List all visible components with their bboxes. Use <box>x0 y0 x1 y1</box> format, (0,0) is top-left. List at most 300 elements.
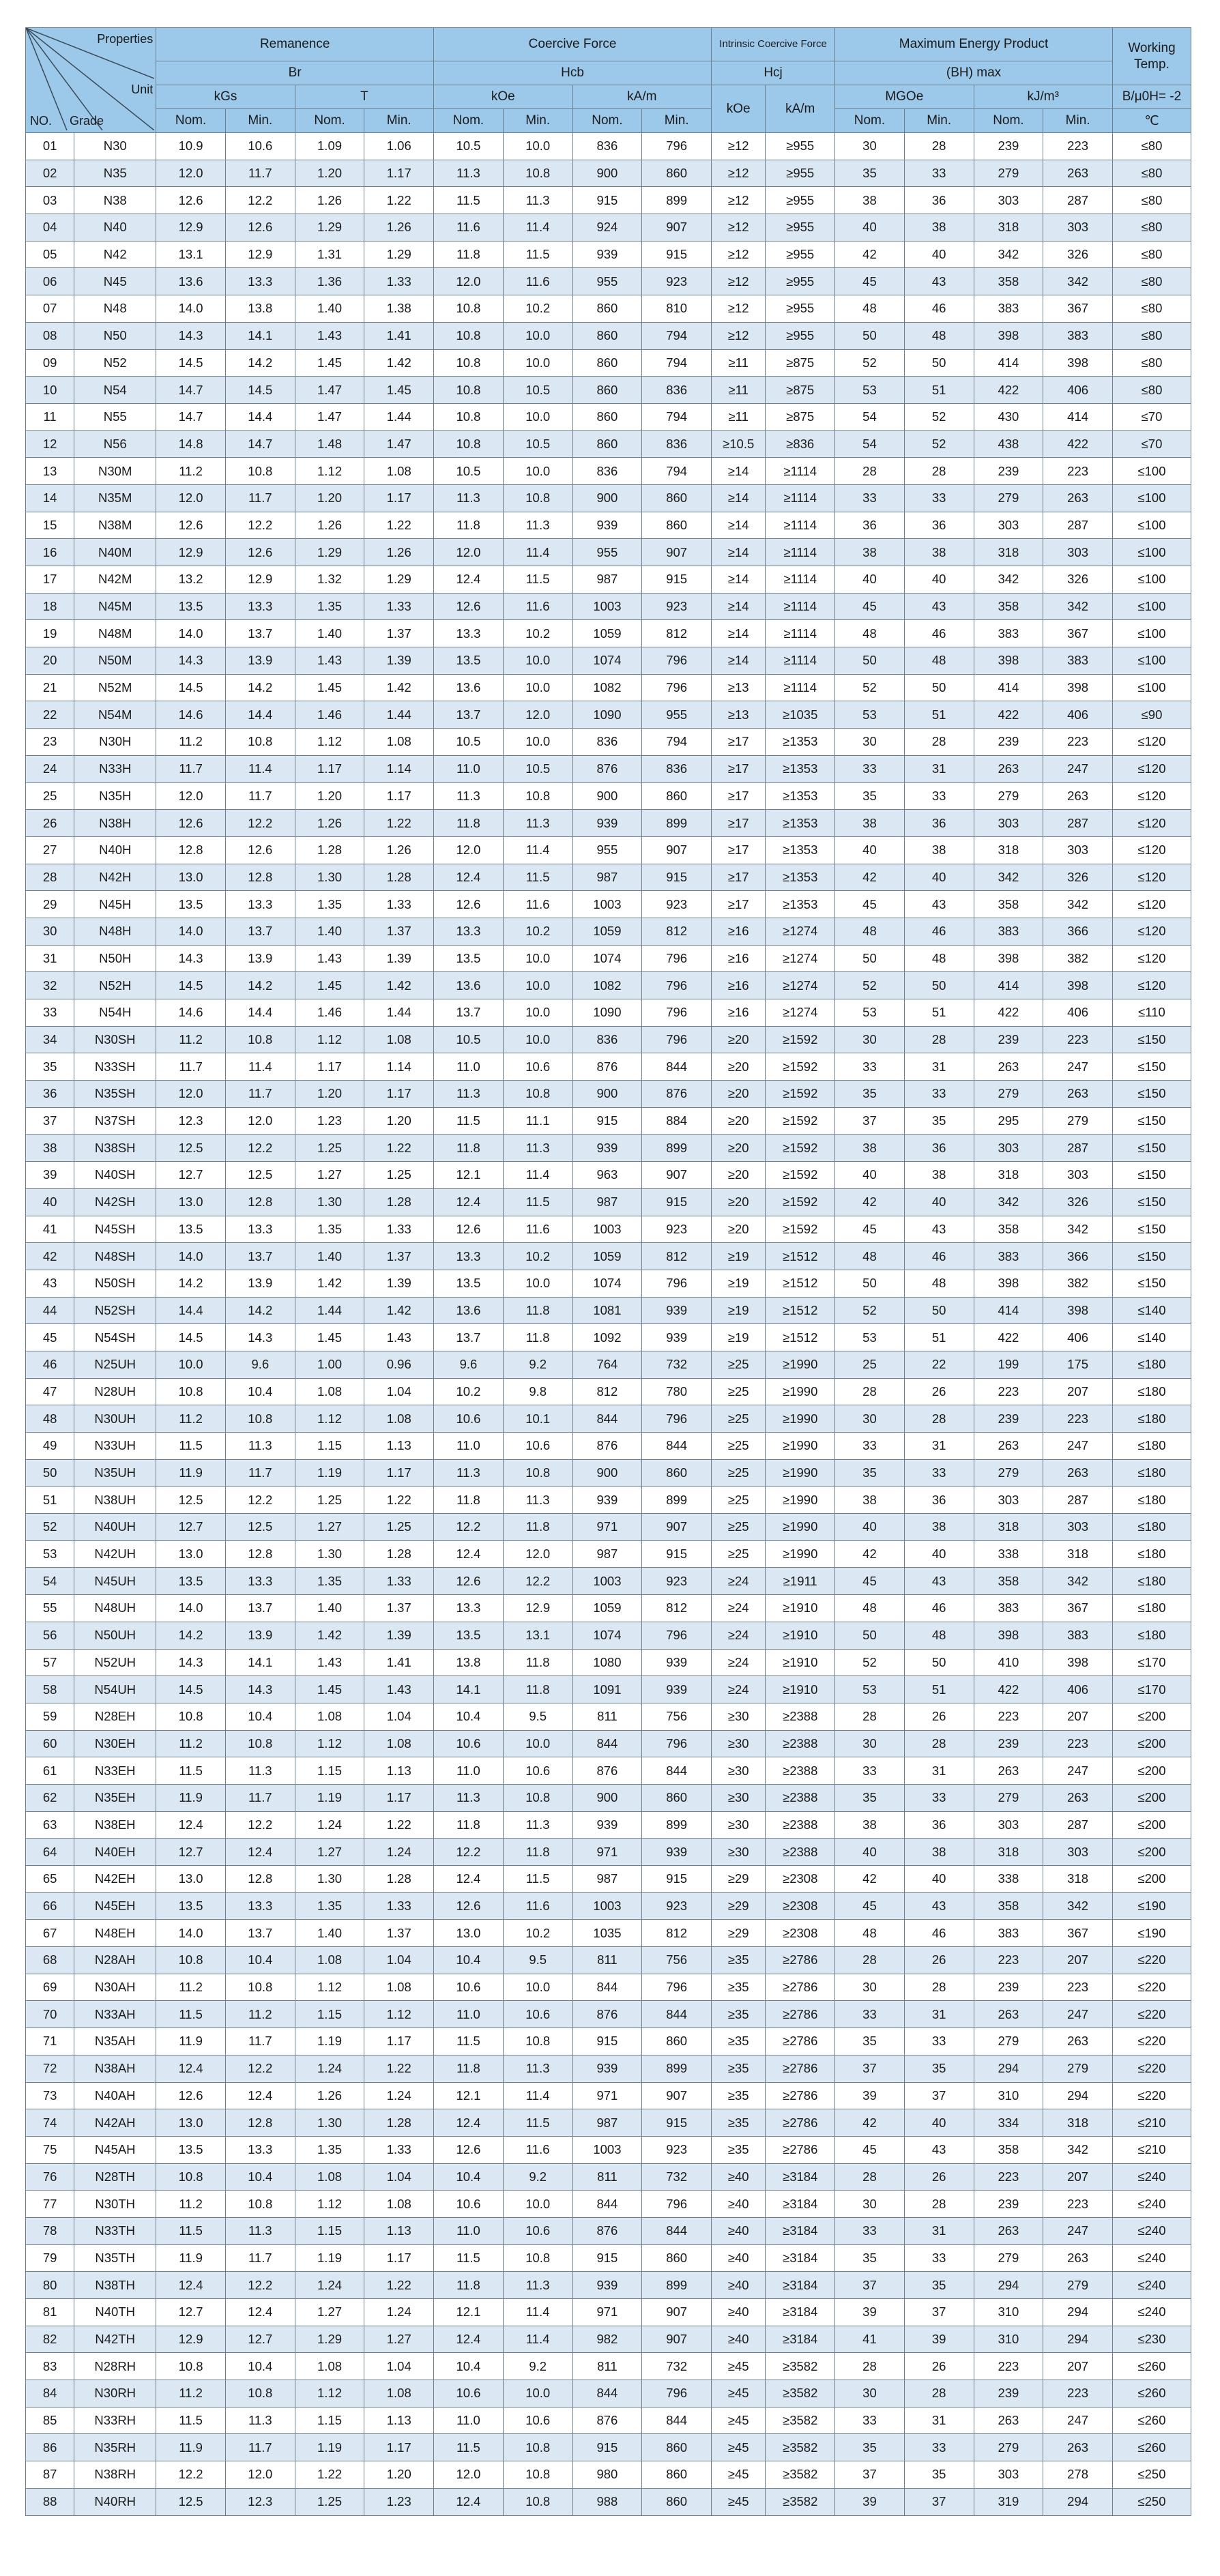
cell-bh-kjm3-min: 398 <box>1043 1649 1113 1676</box>
cell-hcj-kam: ≥1114 <box>766 620 835 647</box>
cell-bh-mgoe-nom: 28 <box>835 2353 905 2380</box>
cell-hcj-koe: ≥35 <box>712 1947 766 1974</box>
cell-hcb-koe-nom: 11.8 <box>434 512 504 539</box>
cell-hcb-kam-nom: 1003 <box>572 891 642 918</box>
cell-hcb-kam-nom: 811 <box>572 2163 642 2191</box>
cell-br-t-min: 1.26 <box>364 214 434 241</box>
coercive-force-header: Coercive Force <box>434 28 712 61</box>
cell-hcj-koe: ≥17 <box>712 729 766 756</box>
cell-hcb-kam-nom: 1074 <box>572 647 642 675</box>
cell-br-kgs-min: 11.7 <box>225 782 295 810</box>
cell-br-kgs-min: 12.4 <box>225 2082 295 2109</box>
cell-bh-mgoe-min: 51 <box>904 1676 974 1703</box>
cell-hcb-koe-min: 11.5 <box>503 864 572 891</box>
cell-grade: N50 <box>74 322 156 349</box>
cell-hcj-koe: ≥14 <box>712 539 766 566</box>
cell-br-kgs-nom: 14.3 <box>156 647 226 675</box>
cell-no: 08 <box>26 322 74 349</box>
cell-working-temp: ≤100 <box>1112 484 1191 512</box>
cell-working-temp: ≤200 <box>1112 1703 1191 1730</box>
cell-bh-kjm3-nom: 383 <box>974 918 1043 945</box>
cell-bh-kjm3-nom: 318 <box>974 539 1043 566</box>
cell-hcb-koe-nom: 12.4 <box>434 1188 504 1216</box>
cell-bh-kjm3-nom: 358 <box>974 1568 1043 1595</box>
cell-br-kgs-nom: 14.2 <box>156 1270 226 1297</box>
cell-grade: N40TH <box>74 2299 156 2326</box>
cell-br-t-min: 1.04 <box>364 2353 434 2380</box>
cell-no: 82 <box>26 2326 74 2353</box>
cell-br-t-min: 1.12 <box>364 2001 434 2028</box>
cell-bh-mgoe-min: 43 <box>904 1892 974 1920</box>
cell-bh-mgoe-nom: 53 <box>835 377 905 404</box>
cell-working-temp: ≤80 <box>1112 133 1191 160</box>
cell-hcb-kam-min: 915 <box>642 1866 712 1893</box>
cell-hcb-kam-nom: 939 <box>572 810 642 837</box>
cell-bh-mgoe-min: 26 <box>904 1378 974 1405</box>
cell-br-kgs-nom: 11.9 <box>156 2028 226 2055</box>
cell-hcb-koe-min: 12.2 <box>503 1568 572 1595</box>
cell-br-t-nom: 1.19 <box>295 2028 364 2055</box>
cell-hcj-kam: ≥2786 <box>766 2082 835 2109</box>
cell-grade: N30SH <box>74 1026 156 1053</box>
cell-hcb-koe-min: 10.5 <box>503 755 572 782</box>
cell-hcj-kam: ≥1274 <box>766 972 835 999</box>
cell-no: 44 <box>26 1297 74 1324</box>
cell-hcj-kam: ≥2388 <box>766 1757 835 1785</box>
cell-br-kgs-min: 12.3 <box>225 2488 295 2515</box>
cell-bh-mgoe-nom: 35 <box>835 1081 905 1108</box>
cell-hcb-koe-nom: 10.8 <box>434 377 504 404</box>
cell-no: 36 <box>26 1081 74 1108</box>
cell-hcb-kam-min: 796 <box>642 1730 712 1757</box>
table-row <box>26 1974 1191 2001</box>
cell-hcb-kam-min: 732 <box>642 1351 712 1378</box>
cell-working-temp: ≤120 <box>1112 918 1191 945</box>
cell-working-temp: ≤120 <box>1112 782 1191 810</box>
cell-br-kgs-nom: 13.2 <box>156 566 226 594</box>
cell-no: 17 <box>26 566 74 594</box>
cell-hcj-koe: ≥25 <box>712 1351 766 1378</box>
table-row <box>26 701 1191 729</box>
cell-br-kgs-nom: 12.4 <box>156 2055 226 2082</box>
cell-br-kgs-min: 14.2 <box>225 674 295 701</box>
cell-hcb-koe-nom: 11.8 <box>434 810 504 837</box>
cell-hcj-koe: ≥14 <box>712 647 766 675</box>
cell-bh-mgoe-nom: 52 <box>835 972 905 999</box>
cell-hcj-kam: ≥1910 <box>766 1595 835 1622</box>
cell-no: 57 <box>26 1649 74 1676</box>
cell-bh-kjm3-min: 383 <box>1043 322 1113 349</box>
cell-br-kgs-min: 10.8 <box>225 2191 295 2218</box>
cell-bh-kjm3-nom: 303 <box>974 1811 1043 1839</box>
cell-bh-mgoe-nom: 30 <box>835 1405 905 1433</box>
cell-bh-kjm3-nom: 398 <box>974 1622 1043 1649</box>
cell-br-t-nom: 1.00 <box>295 1351 364 1378</box>
cell-hcb-kam-nom: 836 <box>572 458 642 485</box>
cell-working-temp: ≤240 <box>1112 2163 1191 2191</box>
cell-hcb-koe-nom: 13.3 <box>434 1595 504 1622</box>
cell-working-temp: ≤180 <box>1112 1459 1191 1487</box>
cell-bh-kjm3-nom: 263 <box>974 2217 1043 2244</box>
cell-br-t-nom: 1.15 <box>295 2001 364 2028</box>
cell-hcj-kam: ≥1512 <box>766 1270 835 1297</box>
cell-br-t-min: 1.22 <box>364 1487 434 1514</box>
cell-grade: N30M <box>74 458 156 485</box>
cell-hcb-kam-nom: 1081 <box>572 1297 642 1324</box>
cell-hcb-koe-nom: 10.8 <box>434 403 504 430</box>
cell-br-kgs-min: 12.8 <box>225 2109 295 2137</box>
cell-hcb-koe-nom: 13.5 <box>434 945 504 972</box>
cell-working-temp: ≤220 <box>1112 1974 1191 2001</box>
table-row <box>26 918 1191 945</box>
cell-br-t-nom: 1.29 <box>295 214 364 241</box>
cell-hcb-kam-min: 794 <box>642 403 712 430</box>
cell-no: 43 <box>26 1270 74 1297</box>
table-row <box>26 2082 1191 2109</box>
cell-bh-mgoe-min: 36 <box>904 810 974 837</box>
cell-hcj-kam: ≥1512 <box>766 1297 835 1324</box>
cell-bh-mgoe-nom: 48 <box>835 1920 905 1947</box>
cell-hcj-kam: ≥1592 <box>766 1026 835 1053</box>
cell-hcj-koe: ≥12 <box>712 160 766 187</box>
cell-bh-kjm3-min: 406 <box>1043 1676 1113 1703</box>
cell-hcb-koe-min: 10.2 <box>503 1920 572 1947</box>
cell-bh-kjm3-min: 247 <box>1043 2407 1113 2434</box>
cell-br-kgs-nom: 10.8 <box>156 1703 226 1730</box>
cell-bh-kjm3-nom: 414 <box>974 1297 1043 1324</box>
cell-hcb-koe-nom: 10.2 <box>434 1378 504 1405</box>
magnet-grade-table <box>25 27 1191 2516</box>
cell-hcj-kam: ≥1910 <box>766 1622 835 1649</box>
cell-hcb-koe-nom: 11.3 <box>434 160 504 187</box>
cell-bh-kjm3-nom: 279 <box>974 1081 1043 1108</box>
cell-bh-mgoe-min: 33 <box>904 2028 974 2055</box>
cell-hcb-koe-min: 10.6 <box>503 1053 572 1081</box>
cell-hcj-koe: ≥25 <box>712 1433 766 1460</box>
table-row <box>26 1920 1191 1947</box>
cell-no: 11 <box>26 403 74 430</box>
cell-br-kgs-nom: 11.2 <box>156 2191 226 2218</box>
cell-working-temp: ≤100 <box>1112 539 1191 566</box>
cell-bh-mgoe-nom: 50 <box>835 322 905 349</box>
cell-no: 19 <box>26 620 74 647</box>
table-row <box>26 782 1191 810</box>
cell-working-temp: ≤180 <box>1112 1514 1191 1541</box>
table-row <box>26 1351 1191 1378</box>
cell-br-t-min: 1.08 <box>364 458 434 485</box>
cell-working-temp: ≤180 <box>1112 1622 1191 1649</box>
cell-bh-kjm3-min: 342 <box>1043 268 1113 295</box>
cell-no: 65 <box>26 1866 74 1893</box>
cell-hcj-kam: ≥836 <box>766 430 835 458</box>
cell-hcb-kam-min: 939 <box>642 1839 712 1866</box>
cell-working-temp: ≤80 <box>1112 160 1191 187</box>
cell-hcj-koe: ≥45 <box>712 2380 766 2407</box>
cell-br-kgs-nom: 11.2 <box>156 2380 226 2407</box>
table-row <box>26 1811 1191 1839</box>
cell-bh-mgoe-nom: 33 <box>835 484 905 512</box>
cell-hcj-koe: ≥24 <box>712 1622 766 1649</box>
cell-bh-mgoe-nom: 28 <box>835 1947 905 1974</box>
cell-hcj-koe: ≥40 <box>712 2299 766 2326</box>
cell-hcb-koe-nom: 12.1 <box>434 1162 504 1189</box>
cell-bh-kjm3-min: 414 <box>1043 403 1113 430</box>
table-row <box>26 241 1191 268</box>
cell-br-kgs-nom: 10.8 <box>156 1378 226 1405</box>
cell-hcb-kam-nom: 971 <box>572 2299 642 2326</box>
cell-br-kgs-min: 14.4 <box>225 701 295 729</box>
cell-br-kgs-nom: 14.3 <box>156 322 226 349</box>
cell-bh-kjm3-min: 263 <box>1043 2434 1113 2461</box>
cell-hcb-koe-nom: 13.5 <box>434 1270 504 1297</box>
cell-hcj-kam: ≥1990 <box>766 1378 835 1405</box>
cell-no: 23 <box>26 729 74 756</box>
cell-bh-kjm3-min: 342 <box>1043 593 1113 620</box>
cell-hcj-koe: ≥19 <box>712 1243 766 1270</box>
cell-grade: N42H <box>74 864 156 891</box>
cell-working-temp: ≤250 <box>1112 2461 1191 2489</box>
cell-hcj-koe: ≥40 <box>712 2191 766 2218</box>
cell-hcb-kam-min: 794 <box>642 458 712 485</box>
cell-bh-mgoe-nom: 50 <box>835 1270 905 1297</box>
cell-bh-mgoe-nom: 45 <box>835 891 905 918</box>
cell-br-t-min: 1.17 <box>364 2028 434 2055</box>
cell-no: 47 <box>26 1378 74 1405</box>
table-row <box>26 1162 1191 1189</box>
cell-br-t-nom: 1.20 <box>295 484 364 512</box>
cell-br-t-min: 1.33 <box>364 1216 434 1243</box>
cell-hcj-kam: ≥1990 <box>766 1540 835 1568</box>
cell-grade: N40 <box>74 214 156 241</box>
cell-working-temp: ≤120 <box>1112 755 1191 782</box>
table-row <box>26 295 1191 323</box>
cell-grade: N55 <box>74 403 156 430</box>
cell-bh-mgoe-min: 38 <box>904 539 974 566</box>
cell-grade: N33TH <box>74 2217 156 2244</box>
cell-hcj-kam: ≥1990 <box>766 1514 835 1541</box>
cell-br-kgs-min: 12.2 <box>225 2055 295 2082</box>
cell-br-kgs-min: 12.6 <box>225 836 295 864</box>
cell-grade: N33SH <box>74 1053 156 1081</box>
cell-bh-kjm3-min: 263 <box>1043 782 1113 810</box>
cell-br-t-nom: 1.27 <box>295 2299 364 2326</box>
cell-bh-kjm3-nom: 338 <box>974 1540 1043 1568</box>
cell-hcj-kam: ≥3582 <box>766 2407 835 2434</box>
cell-br-t-nom: 1.45 <box>295 349 364 377</box>
cell-bh-kjm3-nom: 239 <box>974 729 1043 756</box>
cell-hcj-koe: ≥19 <box>712 1297 766 1324</box>
cell-hcb-koe-min: 11.8 <box>503 1514 572 1541</box>
cell-hcj-kam: ≥1592 <box>766 1216 835 1243</box>
cell-br-t-nom: 1.29 <box>295 2326 364 2353</box>
cell-grade: N38TH <box>74 2272 156 2299</box>
cell-hcb-kam-min: 796 <box>642 647 712 675</box>
cell-grade: N35TH <box>74 2244 156 2272</box>
cell-bh-kjm3-nom: 239 <box>974 458 1043 485</box>
cell-bh-mgoe-nom: 40 <box>835 214 905 241</box>
cell-grade: N45UH <box>74 1568 156 1595</box>
cell-br-kgs-nom: 12.4 <box>156 2272 226 2299</box>
cell-grade: N54M <box>74 701 156 729</box>
unit-kgs: kGs <box>156 85 295 109</box>
cell-br-kgs-min: 10.8 <box>225 1405 295 1433</box>
table-row <box>26 1676 1191 1703</box>
cell-no: 29 <box>26 891 74 918</box>
cell-hcb-kam-nom: 939 <box>572 2055 642 2082</box>
cell-bh-mgoe-min: 35 <box>904 1107 974 1135</box>
cell-no: 26 <box>26 810 74 837</box>
cell-hcb-koe-nom: 10.6 <box>434 2191 504 2218</box>
cell-grade: N48H <box>74 918 156 945</box>
cell-br-kgs-min: 12.4 <box>225 2299 295 2326</box>
cell-hcb-kam-nom: 915 <box>572 2434 642 2461</box>
cell-grade: N35AH <box>74 2028 156 2055</box>
cell-bh-kjm3-min: 287 <box>1043 810 1113 837</box>
cell-br-kgs-nom: 13.5 <box>156 891 226 918</box>
cell-no: 76 <box>26 2163 74 2191</box>
cell-bh-mgoe-nom: 40 <box>835 566 905 594</box>
cell-grade: N48M <box>74 620 156 647</box>
cell-bh-kjm3-min: 263 <box>1043 2028 1113 2055</box>
cell-grade: N50SH <box>74 1270 156 1297</box>
cell-bh-kjm3-nom: 303 <box>974 810 1043 837</box>
cell-grade: N42 <box>74 241 156 268</box>
cell-hcb-koe-min: 10.0 <box>503 403 572 430</box>
unit-koe: kOe <box>434 85 572 109</box>
cell-hcb-koe-min: 9.2 <box>503 2353 572 2380</box>
cell-hcj-kam: ≥2786 <box>766 2028 835 2055</box>
cell-no: 41 <box>26 1216 74 1243</box>
cell-hcj-koe: ≥11 <box>712 377 766 404</box>
cell-bh-kjm3-nom: 303 <box>974 2461 1043 2489</box>
bh-max-header: (BH) max <box>835 61 1113 85</box>
cell-hcb-koe-nom: 11.0 <box>434 1053 504 1081</box>
cell-bh-kjm3-nom: 414 <box>974 349 1043 377</box>
cell-br-kgs-nom: 14.0 <box>156 918 226 945</box>
cell-working-temp: ≤220 <box>1112 2028 1191 2055</box>
cell-br-kgs-nom: 14.5 <box>156 972 226 999</box>
nom-header: Nom. <box>156 109 226 133</box>
cell-br-t-nom: 1.30 <box>295 1540 364 1568</box>
cell-hcb-kam-min: 796 <box>642 1974 712 2001</box>
cell-br-kgs-nom: 10.8 <box>156 1947 226 1974</box>
table-row <box>26 1107 1191 1135</box>
cell-br-kgs-nom: 12.9 <box>156 2326 226 2353</box>
table-row <box>26 2055 1191 2082</box>
table-row <box>26 755 1191 782</box>
cell-bh-mgoe-nom: 39 <box>835 2299 905 2326</box>
cell-hcj-kam: ≥2786 <box>766 2001 835 2028</box>
cell-hcb-koe-min: 11.6 <box>503 891 572 918</box>
cell-hcb-koe-min: 10.6 <box>503 2217 572 2244</box>
cell-bh-kjm3-nom: 422 <box>974 1676 1043 1703</box>
cell-br-kgs-nom: 10.8 <box>156 2353 226 2380</box>
cell-bh-mgoe-min: 37 <box>904 2082 974 2109</box>
table-row <box>26 2217 1191 2244</box>
cell-bh-kjm3-nom: 263 <box>974 2407 1043 2434</box>
cell-hcj-kam: ≥1274 <box>766 945 835 972</box>
cell-hcb-kam-nom: 971 <box>572 1514 642 1541</box>
cell-hcb-koe-min: 9.8 <box>503 1378 572 1405</box>
cell-hcb-kam-nom: 900 <box>572 1784 642 1811</box>
cell-hcb-kam-min: 899 <box>642 1487 712 1514</box>
cell-grade: N40SH <box>74 1162 156 1189</box>
cell-bh-kjm3-nom: 294 <box>974 2272 1043 2299</box>
cell-bh-mgoe-min: 22 <box>904 1351 974 1378</box>
cell-hcb-kam-min: 860 <box>642 512 712 539</box>
cell-bh-mgoe-min: 40 <box>904 1188 974 1216</box>
cell-hcj-koe: ≥45 <box>712 2434 766 2461</box>
cell-hcb-koe-nom: 14.1 <box>434 1676 504 1703</box>
cell-br-kgs-min: 11.3 <box>225 1757 295 1785</box>
cell-bh-kjm3-min: 318 <box>1043 1540 1113 1568</box>
cell-hcb-kam-min: 915 <box>642 241 712 268</box>
cell-br-t-min: 1.25 <box>364 1514 434 1541</box>
cell-bh-mgoe-nom: 35 <box>835 782 905 810</box>
cell-bh-mgoe-min: 46 <box>904 1243 974 1270</box>
cell-working-temp: ≤240 <box>1112 2217 1191 2244</box>
cell-grade: N28AH <box>74 1947 156 1974</box>
cell-bh-kjm3-nom: 303 <box>974 187 1043 214</box>
cell-bh-mgoe-min: 50 <box>904 1297 974 1324</box>
cell-br-t-min: 1.22 <box>364 187 434 214</box>
cell-bh-mgoe-nom: 38 <box>835 187 905 214</box>
cell-br-t-nom: 1.35 <box>295 1892 364 1920</box>
cell-hcb-koe-nom: 10.8 <box>434 349 504 377</box>
cell-no: 22 <box>26 701 74 729</box>
cell-bh-mgoe-min: 40 <box>904 566 974 594</box>
cell-bh-kjm3-min: 382 <box>1043 945 1113 972</box>
cell-hcb-kam-nom: 844 <box>572 2191 642 2218</box>
cell-bh-mgoe-min: 50 <box>904 972 974 999</box>
cell-br-t-nom: 1.20 <box>295 1081 364 1108</box>
cell-br-t-nom: 1.40 <box>295 1595 364 1622</box>
cell-br-kgs-min: 12.2 <box>225 2272 295 2299</box>
cell-br-kgs-nom: 11.5 <box>156 2001 226 2028</box>
cell-br-kgs-min: 10.4 <box>225 1947 295 1974</box>
cell-bh-kjm3-min: 422 <box>1043 430 1113 458</box>
cell-bh-kjm3-min: 342 <box>1043 1216 1113 1243</box>
cell-hcj-kam: ≥2388 <box>766 1839 835 1866</box>
cell-bh-kjm3-nom: 430 <box>974 403 1043 430</box>
cell-working-temp: ≤110 <box>1112 999 1191 1027</box>
cell-bh-kjm3-nom: 338 <box>974 1866 1043 1893</box>
cell-br-kgs-min: 11.7 <box>225 1459 295 1487</box>
cell-working-temp: ≤240 <box>1112 2299 1191 2326</box>
cell-grade: N42AH <box>74 2109 156 2137</box>
cell-hcb-kam-nom: 1090 <box>572 701 642 729</box>
table-row <box>26 403 1191 430</box>
cell-bh-mgoe-nom: 28 <box>835 458 905 485</box>
cell-bh-kjm3-min: 382 <box>1043 1270 1113 1297</box>
cell-br-kgs-min: 10.8 <box>225 1026 295 1053</box>
cell-hcb-koe-nom: 10.8 <box>434 322 504 349</box>
cell-grade: N30H <box>74 729 156 756</box>
cell-bh-kjm3-nom: 263 <box>974 2001 1043 2028</box>
cell-hcj-kam: ≥1990 <box>766 1351 835 1378</box>
cell-hcb-kam-min: 923 <box>642 891 712 918</box>
cell-hcb-koe-min: 10.0 <box>503 999 572 1027</box>
nom-header: Nom. <box>572 109 642 133</box>
cell-hcb-kam-nom: 860 <box>572 349 642 377</box>
cell-hcb-koe-nom: 10.5 <box>434 458 504 485</box>
cell-bh-mgoe-min: 38 <box>904 1514 974 1541</box>
cell-hcb-koe-nom: 11.8 <box>434 2272 504 2299</box>
cell-bh-kjm3-nom: 342 <box>974 864 1043 891</box>
cell-br-kgs-nom: 12.2 <box>156 2461 226 2489</box>
cell-br-t-min: 1.39 <box>364 1622 434 1649</box>
cell-hcj-kam: ≥2388 <box>766 1784 835 1811</box>
